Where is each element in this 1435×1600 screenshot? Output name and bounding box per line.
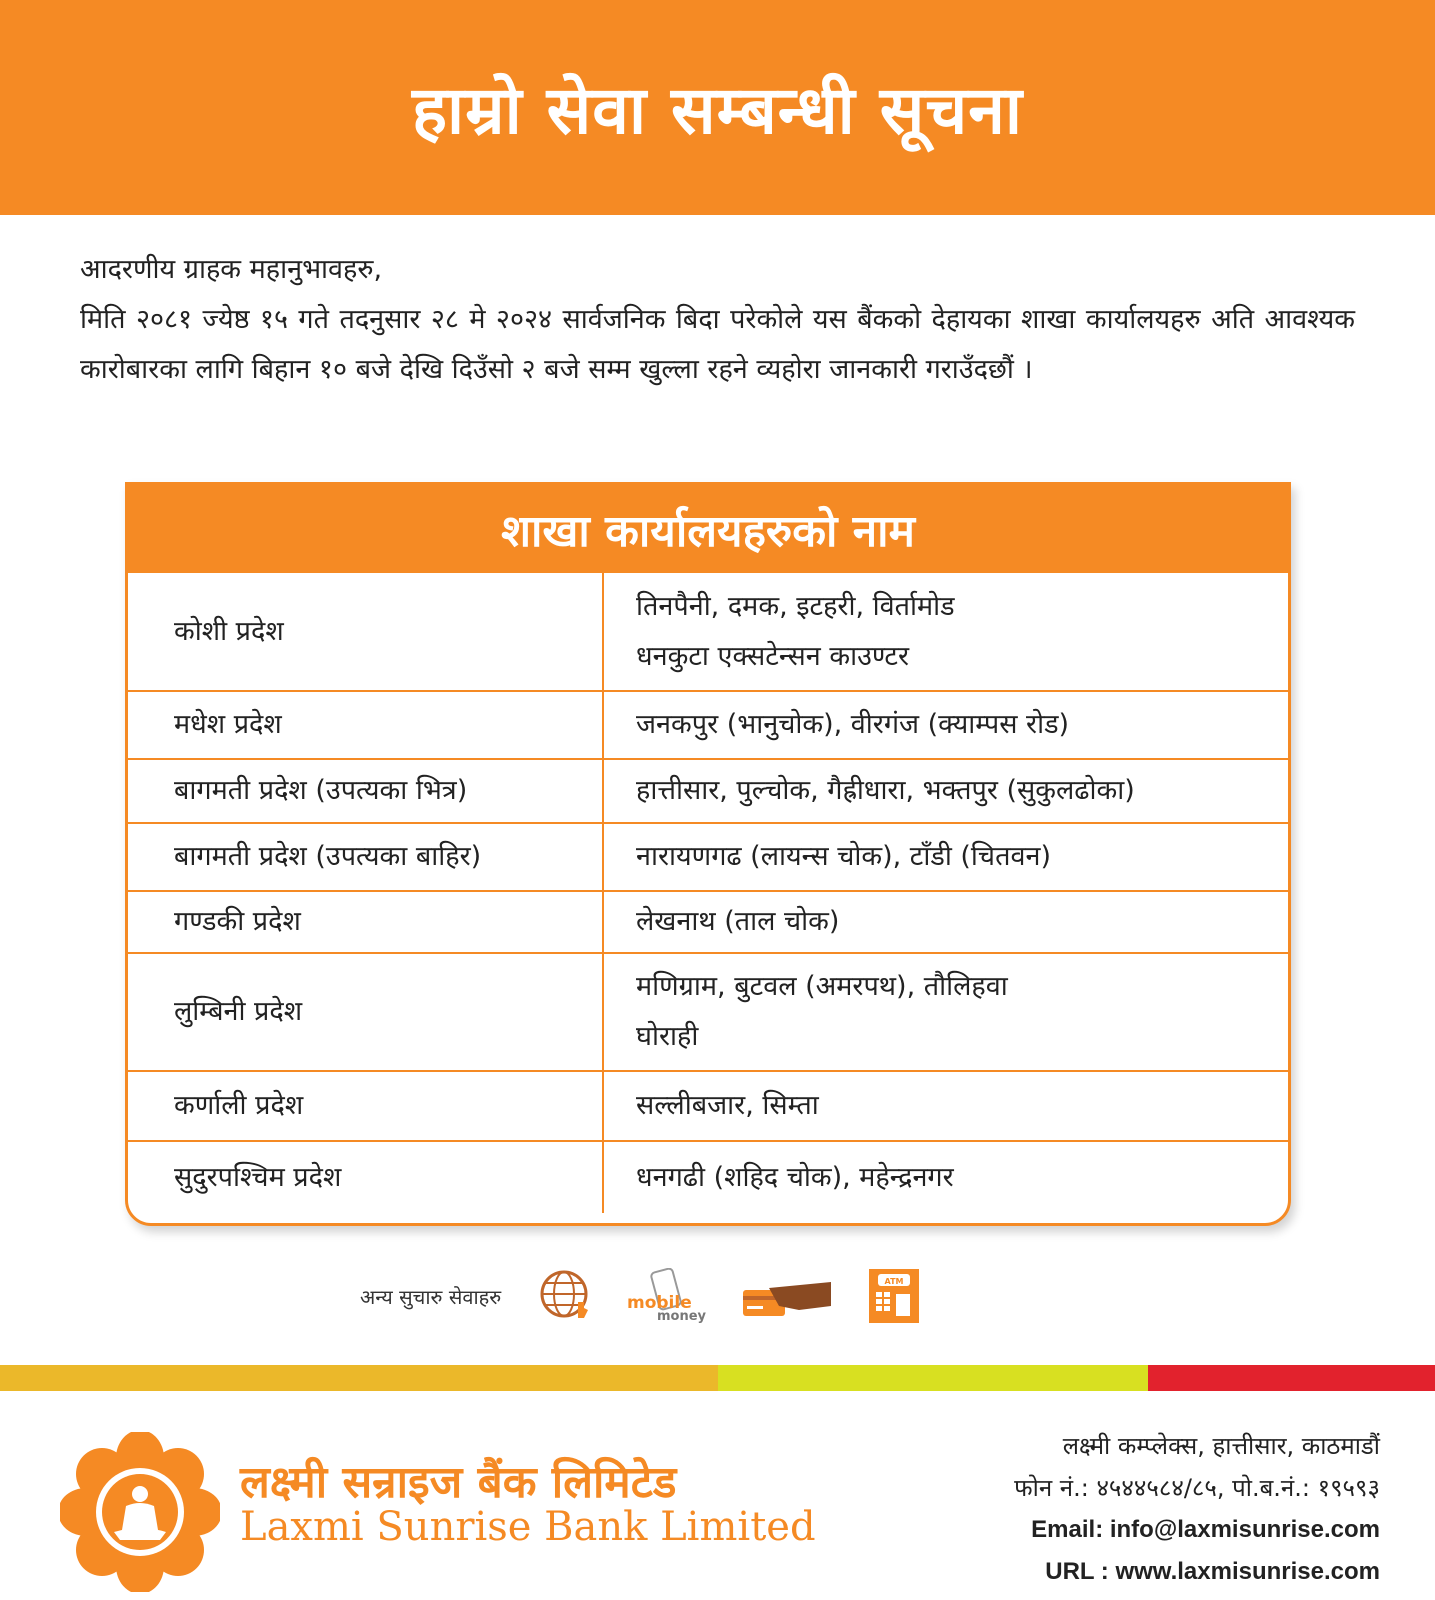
website-link[interactable]: URL : www.laxmisunrise.com [1045, 1558, 1380, 1585]
table-row [128, 759, 1288, 823]
brand-name-nepali: लक्ष्मी सन्राइज बैंक लिमिटेड [240, 1457, 677, 1508]
branch-line: मणिग्राम, बुटवल (अमरपथ), तौलिहवा [636, 971, 1008, 1002]
address: लक्ष्मी कम्प्लेक्स, हात्तीसार, काठमाडौं [1062, 1432, 1380, 1460]
branch-cell: जनकपुर (भानुचोक), वीरगंज (क्याम्पस रोड) [603, 691, 1288, 759]
table-row [128, 1071, 1288, 1141]
branch-cell: लेखनाथ (ताल चोक) [603, 891, 1288, 953]
stripe-yellow [0, 1365, 718, 1391]
internet-banking-icon [537, 1267, 595, 1325]
table-row [128, 953, 1288, 1071]
table-row [128, 823, 1288, 891]
table-row [128, 573, 1288, 691]
province-cell: कर्णाली प्रदेश [128, 1071, 603, 1141]
branch-cell [603, 573, 1288, 691]
money-word: money [657, 1309, 707, 1324]
province-cell: लुम्बिनी प्रदेश [128, 953, 603, 1071]
notice-title: हाम्रो सेवा सम्बन्धी सूचना [411, 71, 1023, 149]
notice-header [0, 0, 1435, 215]
branch-cell: हात्तीसार, पुल्चोक, गैह्रीधारा, भक्तपुर (सुकुलढोका) [603, 759, 1288, 823]
stripe-lime [718, 1365, 1148, 1391]
province-cell: मधेश प्रदेश [128, 691, 603, 759]
atm-icon [865, 1267, 923, 1325]
notice-body: मिति २०८१ ज्येष्ठ १५ गते तदनुसार २८ मे २०२४ सार्वजनिक बिदा परेकोले यस बैंकको देहायका शाखा कार्यालयहरु अति आवश्यक कारोबारका लागि बिहान १० बजे देखि दिउँसो २ बजे सम्म खुल्ला रहने व्यहोरा जानकारी गराउँदछौं । [80, 304, 1355, 385]
contact-info [1014, 1425, 1380, 1593]
brand-name-english: Laxmi Sunrise Bank Limited [240, 1504, 816, 1550]
phone: फोन नं.: ४५४४५८४/८५, पो.ब.नं.: १९५९३ [1014, 1474, 1380, 1502]
branch-line: घोराही [636, 1021, 699, 1052]
branch-table [128, 573, 1288, 1213]
province-cell: सुदुरपश्चिम प्रदेश [128, 1141, 603, 1213]
color-stripes [0, 1365, 1435, 1391]
salutation: आदरणीय ग्राहक महानुभावहरु, [80, 254, 383, 285]
branch-line: धनकुटा एक्सटेन्सन काउण्टर [636, 640, 910, 672]
branch-table-card [125, 482, 1291, 1226]
table-row [128, 691, 1288, 759]
email-link[interactable]: Email: info@laxmisunrise.com [1031, 1516, 1380, 1543]
branch-line: तिनपैनी, दमक, इटहरी, विर्तामोड [636, 590, 955, 622]
province-cell: बागमती प्रदेश (उपत्यका बाहिर) [128, 823, 603, 891]
stripe-red [1148, 1365, 1435, 1391]
other-services [360, 1262, 923, 1330]
atm-word: ATM [884, 1277, 904, 1286]
province-cell: गण्डकी प्रदेश [128, 891, 603, 953]
table-row [128, 1141, 1288, 1213]
mobile-word: mobile [627, 1293, 693, 1313]
province-cell: कोशी प्रदेश [128, 573, 603, 691]
branch-cell: धनगढी (शहिद चोक), महेन्द्रनगर [603, 1141, 1288, 1213]
branch-cell: नारायणगढ (लायन्स चोक), टाँडी (चितवन) [603, 823, 1288, 891]
branch-cell: सल्लीबजार, सिम्ता [603, 1071, 1288, 1141]
table-row [128, 891, 1288, 953]
mobile-money-icon [625, 1267, 709, 1325]
branch-cell [603, 953, 1288, 1071]
services-label: अन्य सुचारु सेवाहरु [360, 1284, 502, 1309]
bank-logo-icon [60, 1432, 220, 1592]
province-cell: बागमती प्रदेश (उपत्यका भित्र) [128, 759, 603, 823]
intro-text [80, 245, 1355, 395]
card-icon [739, 1267, 835, 1325]
branch-table-heading: शाखा कार्यालयहरुको नाम [128, 485, 1288, 573]
